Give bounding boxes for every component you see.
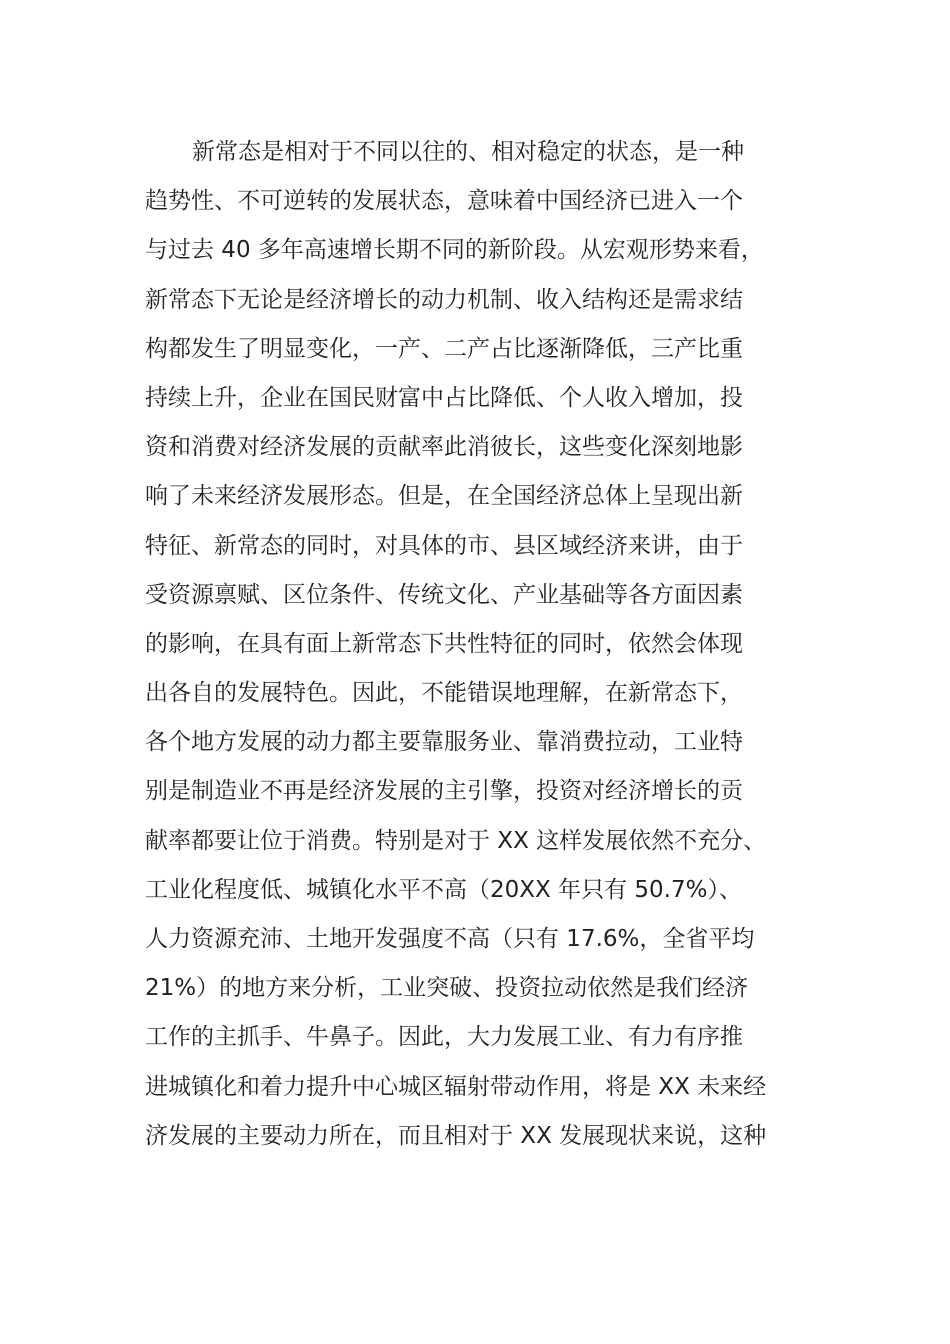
paragraph-line: 出各自的发展特色。因此，不能错误地理解，在新常态下，	[145, 680, 743, 707]
paragraph-line: 构都发生了明显变化，一产、二产占比逐渐降低，三产比重	[145, 335, 743, 362]
paragraph-line: 新常态是相对于不同以往的、相对稳定的状态，是一种	[192, 139, 744, 165]
paragraph-line: 济发展的主要动力所在，而且相对于 XX 发展现状来说，这种	[145, 1122, 767, 1149]
paragraph-line: 进城镇化和着力提升中心城区辐射带动作用，将是 XX 未来经	[145, 1073, 767, 1100]
paragraph-line: 趋势性、不可逆转的发展状态，意味着中国经济已进入一个	[145, 188, 743, 215]
paragraph-line: 人力资源充沛、土地开发强度不高（只有 17.6%，全省平均	[145, 926, 755, 952]
paragraph-line: 特征、新常态的同时，对具体的市、县区域经济来讲，由于	[145, 532, 743, 559]
paragraph-line: 资和消费对经济发展的贡献率此消彼长，这些变化深刻地影	[145, 434, 743, 461]
paragraph-line: 工业化程度低、城镇化水平不高（20XX 年只有 50.7%）、	[145, 876, 742, 903]
paragraph-line: 持续上升，企业在国民财富中占比降低、个人收入增加，投	[145, 384, 743, 411]
paragraph-line: 工作的主抓手、牛鼻子。因此，大力发展工业、有力有序推	[145, 1024, 743, 1051]
paragraph-line: 新常态下无论是经济增长的动力机制、收入结构还是需求结	[145, 286, 743, 313]
paragraph-line: 献率都要让位于消费。特别是对于 XX 这样发展依然不充分、	[145, 827, 767, 854]
paragraph-line: 别是制造业不再是经济发展的主引擎，投资对经济增长的贡	[145, 778, 743, 805]
paragraph-line: 21%）的地方来分析，工业突破、投资拉动依然是我们经济	[145, 975, 749, 1002]
paragraph-line: 响了未来经济发展形态。但是，在全国经济总体上呈现出新	[145, 483, 743, 510]
body-paragraph	[145, 128, 825, 1161]
paragraph-line: 受资源禀赋、区位条件、传统文化、产业基础等各方面因素	[145, 581, 743, 608]
paragraph-line: 各个地方发展的动力都主要靠服务业、靠消费拉动，工业特	[145, 729, 743, 756]
paragraph-line: 与过去 40 多年高速增长期不同的新阶段。从宏观形势来看，	[145, 237, 764, 264]
paragraph-line: 的影响，在具有面上新常态下共性特征的同时，依然会体现	[145, 630, 743, 657]
